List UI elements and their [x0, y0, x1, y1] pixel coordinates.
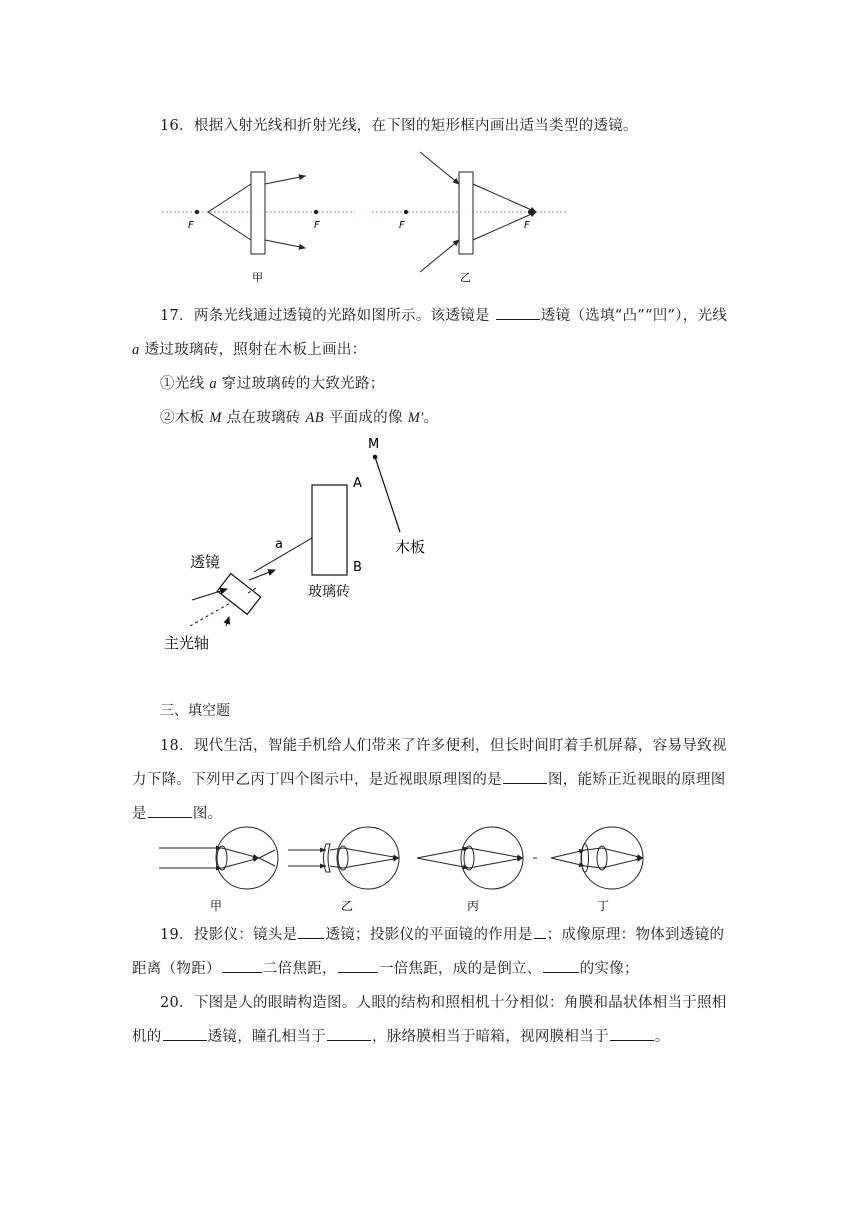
- svg-text:a: a: [275, 537, 283, 552]
- diagram-left: [162, 172, 355, 284]
- svg-text:甲: 甲: [210, 899, 223, 913]
- answer-blank[interactable]: [148, 803, 192, 818]
- answer-blank[interactable]: [327, 1026, 371, 1041]
- q17-item2: ②木板 M 点在玻璃砖 AB 平面成的像 M′。: [160, 410, 439, 426]
- svg-text:M: M: [368, 437, 380, 452]
- svg-text:B: B: [353, 560, 362, 575]
- wood-board: [375, 457, 400, 532]
- answer-blank[interactable]: [163, 1026, 207, 1041]
- q17-line2: a 透过玻璃砖，照射在木板上画出：: [132, 342, 367, 358]
- eye-diagram-ding: [551, 827, 643, 913]
- answer-blank[interactable]: [610, 1026, 654, 1041]
- q20-line1: 20．下图是人的眼睛构造图。人眼的结构和照相机十分相似：角膜和晶状体相当于照相: [160, 995, 727, 1011]
- figure-caption: 甲: [252, 271, 263, 284]
- q17-line1: 17．两条光线通过透镜的光路如图所示。该透镜是 透镜（选填“凸”“凹”），光线: [160, 304, 727, 325]
- glass-brick: [312, 485, 347, 575]
- answer-blank[interactable]: [543, 958, 579, 973]
- answer-blank[interactable]: [222, 958, 262, 973]
- ray-a: [254, 538, 312, 572]
- lens-box-right: [459, 172, 473, 254]
- answer-blank[interactable]: [298, 924, 324, 939]
- q17-figure: [150, 430, 450, 660]
- answer-blank[interactable]: [496, 305, 540, 320]
- q18-figure: [155, 826, 675, 916]
- q18-line3: 是 图。: [132, 802, 222, 823]
- q20-line2: 机的 透镜，瞳孔相当于 ，脉络膜相当于暗箱，视网膜相当于 。: [132, 1025, 670, 1046]
- eye-diagram-yi: [288, 827, 399, 913]
- q19-line1: 19．投影仪：镜头是 透镜；投影仪的平面镜的作用是 ；成像原理：物体到透镜的: [160, 923, 724, 944]
- focus-label: F: [524, 220, 530, 231]
- lens-box-left: [251, 172, 265, 254]
- q18-line1: 18．现代生活，智能手机给人们带来了许多便利，但长时间盯着手机屏幕，容易导致视: [160, 738, 727, 754]
- eye-diagram-bing: [417, 827, 537, 913]
- svg-text:木板: 木板: [395, 538, 426, 556]
- q16-figure: [150, 140, 580, 290]
- svg-text:玻璃砖: 玻璃砖: [308, 584, 350, 600]
- svg-text:乙: 乙: [341, 899, 354, 913]
- focus-label: F: [314, 220, 320, 231]
- answer-blank[interactable]: [338, 958, 378, 973]
- answer-blank[interactable]: [503, 769, 547, 784]
- focus-label: F: [399, 220, 405, 231]
- svg-text:丙: 丙: [467, 899, 480, 913]
- svg-text:A: A: [353, 476, 362, 491]
- main-axis: [190, 602, 232, 626]
- svg-text:主光轴: 主光轴: [164, 634, 210, 652]
- q16-text: 16．根据入射光线和折射光线，在下图的矩形框内画出适当类型的透镜。: [160, 118, 638, 134]
- q19-line2: 距离（物距） 二倍焦距， 一倍焦距，成的是倒立、 的实像；: [132, 957, 639, 978]
- section-heading: 三、填空题: [160, 703, 230, 719]
- svg-text:丁: 丁: [597, 899, 610, 913]
- figure-caption: 乙: [460, 271, 471, 284]
- lens: [217, 574, 260, 615]
- diagram-right: [372, 152, 568, 284]
- focus-label: F: [188, 220, 194, 231]
- q17-item1: ①光线 a 穿过玻璃砖的大致光路；: [160, 376, 385, 392]
- answer-blank[interactable]: [534, 924, 546, 939]
- eye-diagram-jia: [159, 827, 278, 913]
- q18-line2: 力下降。下列甲乙丙丁四个图示中，是近视眼原理图的是 图，能矫正近视眼的原理图: [132, 768, 726, 789]
- svg-text:透镜: 透镜: [190, 553, 221, 571]
